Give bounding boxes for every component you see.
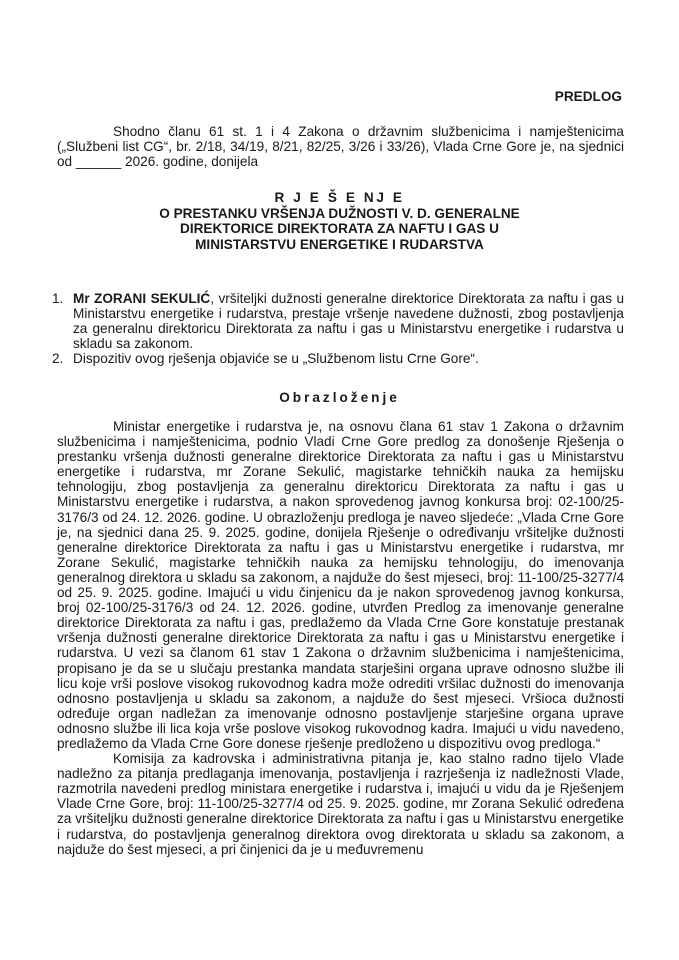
decision-title-line-1: O PRESTANKU VRŠENJA DUŽNOSTI V. D. GENERALNE [159, 205, 520, 221]
decision-title-line-2: DIREKTORICE DIREKTORATA ZA NAFTU I GAS U [180, 221, 499, 236]
item-text: Dispozitiv ovog rješenja objaviće se u „Službenom listu Crne Gore“. [73, 351, 479, 367]
dispositive-item [52, 291, 625, 352]
item-text: , vršiteljki dužnosti generalne direktorice Direktorata za naftu i gas u Ministarstvu energetike i rudarstva, prestaje vršenje navedene dužnosti, zbog postavljenja za generalnu direktoricu Direktorata za naftu i gas u Ministarstvu energetike i rudarstva u skladu sa zakonom. [73, 291, 625, 352]
reasoning-paragraph: Ministar energetike i rudarstva je, na osnovu člana 61 stav 1 Zakona o državnim službenicima i namještenicima, podnio Vladi Crne Gore predlog za donošenje Rješenja o prestanku vršenja dužnosti generalne direktorice Direktorata za naftu i gas u Ministarstvu energetike i rudarstva, mr Zorane Sekulić, magistarke tehničkih nauka za hemijsku tehnologiju, zbog postavljenja za generalnu direktoricu Direktorata za naftu i gas u Ministarstvu energetike i rudarstva, a nakon sprovedenog javnog konkursa broj: 02-100/25-3176/3 od 24. 12. 2026. godine. U obrazloženju predloga je naveo sljedeće: „Vlada Crne Gore je, na sjednici dana 25. 9. 2025. godine, donijela Rješenje o određivanju vršiteljke dužnosti generalne direktorice Direktorata za naftu i gas u Ministarstvu energetike i rudarstva, mr Zorane Sekulić, magistarke tehničkih nauka za hemijsku tehnologiju, do imenovanja generalnog direktora u skladu sa zakonom, a najduže do šest mjeseci, broj: 11-100/25-3277/4 od 25. 9. 2025. godine. Imajući u vidu činjenicu da je nakon sprovedenog javnog konkursa, broj 02-100/25-3176/3 od 24. 12. 2026. godine, utvrđen Predlog za imenovanje generalne direktorice Direktorata za naftu i gas, predlažemo da Vlada Crne Gore konstatuje prestanak vršenja dužnosti generalne direktorice Direktorata za naftu i gas u Ministarstvu energetike i rudarstva. U vezi sa članom 61 stav 1 Zakona o državnim službenicima i namještenicima, propisano je da se u slučaju prestanka mandata starješini organa uprave odnosno službe ili licu koje vrši poslove visokog rukovodnog kadra može odrediti vršilac dužnosti do imenovanja odnosno postavljenja u skladu sa zakonom, a najduže do šest mjeseci. Vršioca dužnosti određuje organ nadležan za imenovanje odnosno postavljenje starješine organa uprave odnosno službe ili lica koja vrše poslove visokog rukovodnog kadra. Imajući u vidu navedeno, predlažemo da Vlada Crne Gore donese rješenje predloženo u dispozitivu ovog predloga.“ [57, 419, 624, 751]
decision-title [0, 190, 679, 252]
item-number: 1. [52, 291, 64, 306]
dispositive-list [52, 291, 625, 367]
intro-paragraph: Shodno članu 61 st. 1 i 4 Zakona o državnim službenicima i namještenicima („Službeni list CG“, br. 2/18, 34/19, 8/21, 82/25, 3/26 i 33/26), Vlada Crne Gore je, na sjednici od ______ 2026. godine, donijela [57, 124, 624, 170]
reasoning-body [57, 419, 624, 857]
decision-title-line-3: MINISTARSTVU ENERGETIKE I RUDARSTVA [195, 236, 484, 252]
item-number: 2. [52, 351, 64, 367]
reasoning-heading: Obrazloženje [279, 390, 400, 405]
dispositive-item [52, 351, 624, 367]
decision-heading: R J E Š E NJ E [274, 190, 405, 205]
item-bold-lead: Mr ZORANI SEKULIĆ [73, 291, 211, 306]
reasoning-paragraph: Komisija za kadrovska i administrativna pitanja je, kao stalno radno tijelo Vlade nadležno za pitanja predlaganja imenovanja, postavljenja i razrješenja iz nadležnosti Vlade, razmotrila navedeni predlog ministara energetike i rudarstva i, imajući u vidu da je Rješenjem Vlade Crne Gore, broj: 11-100/25-3277/4 od 25. 9. 2025. godine, mr Zorana Sekulić određena za vršiteljku dužnosti generalne direktorice Direktorata za naftu i gas u Ministarstvu energetike i rudarstva, do postavljenja generalnog direktora ovog direktorata u skladu sa zakonom, a najduže do šest mjeseci, a pri činjenici da je u međuvremenu [57, 751, 624, 857]
document-label: PREDLOG [554, 89, 622, 104]
